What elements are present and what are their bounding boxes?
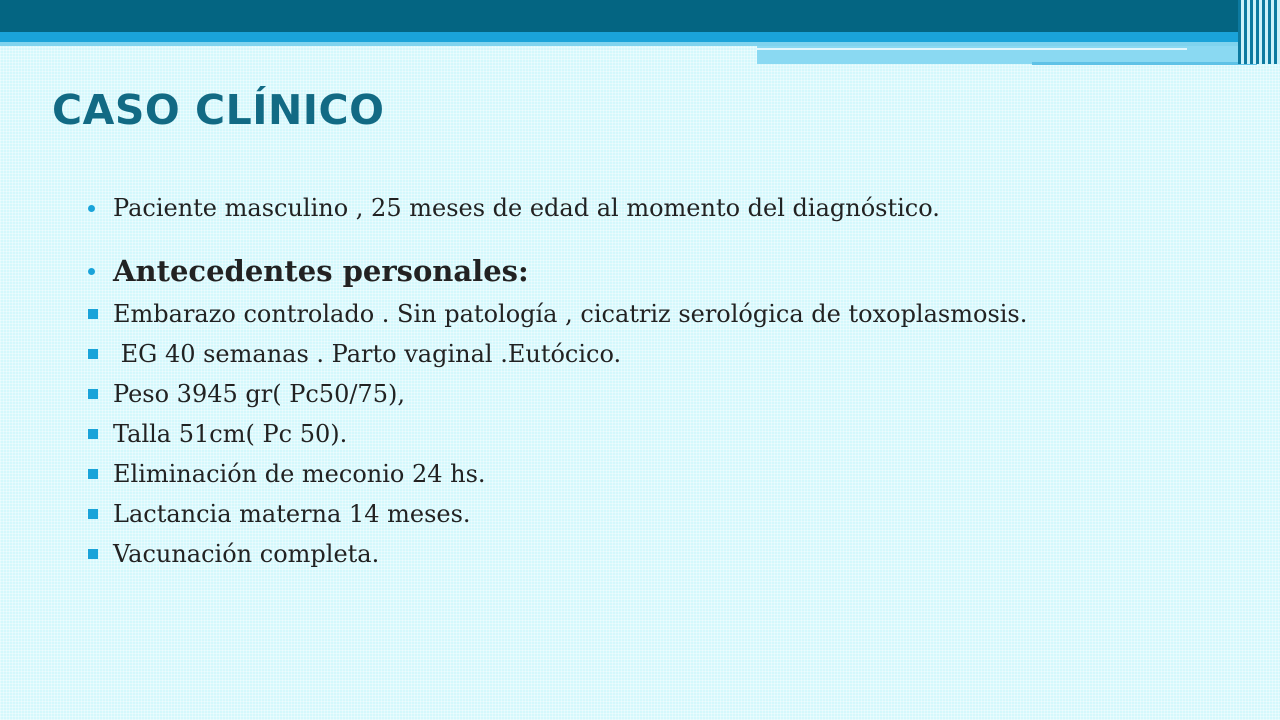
list-item (88, 374, 1238, 414)
list-item (88, 414, 1238, 454)
square-bullet-icon (88, 429, 98, 439)
corner-stripes-decoration (1238, 0, 1280, 64)
list-item-text: Eliminación de meconio 24 hs. (113, 460, 486, 488)
list-item-text: Talla 51cm( Pc 50). (113, 420, 348, 448)
list-item-text: Vacunación completa. (113, 540, 380, 568)
square-bullet-icon (88, 349, 98, 359)
square-bullet-icon (88, 469, 98, 479)
list-item (88, 534, 1238, 574)
square-bullet-icon (88, 309, 98, 319)
top-decorative-bar (0, 0, 1280, 32)
list-item (88, 334, 1238, 374)
intro-text: Paciente masculino , 25 meses de edad al momento del diagnóstico. (113, 194, 940, 222)
list-item-text: EG 40 semanas . Parto vaginal .Eutócico. (113, 340, 622, 368)
section-heading-bullet (88, 248, 1238, 294)
top-accent-line-lower (1032, 62, 1257, 65)
round-bullet-icon (88, 268, 95, 275)
list-item-text: Embarazo controlado . Sin patología , cicatriz serológica de toxoplasmosis. (113, 300, 1028, 328)
slide-title: CASO CLÍNICO (52, 86, 385, 134)
intro-bullet (88, 188, 1238, 228)
list-item (88, 454, 1238, 494)
list-item (88, 294, 1238, 334)
round-bullet-icon (88, 205, 95, 212)
list-item (88, 494, 1238, 534)
list-item-text: Peso 3945 gr( Pc50/75), (113, 380, 405, 408)
section-heading: Antecedentes personales: (113, 254, 529, 288)
list-item-text: Lactancia materna 14 meses. (113, 500, 471, 528)
square-bullet-icon (88, 549, 98, 559)
square-bullet-icon (88, 389, 98, 399)
slide-body (88, 188, 1238, 574)
top-accent-line (757, 48, 1187, 50)
top-accent-bar (0, 32, 1280, 42)
square-bullet-icon (88, 509, 98, 519)
